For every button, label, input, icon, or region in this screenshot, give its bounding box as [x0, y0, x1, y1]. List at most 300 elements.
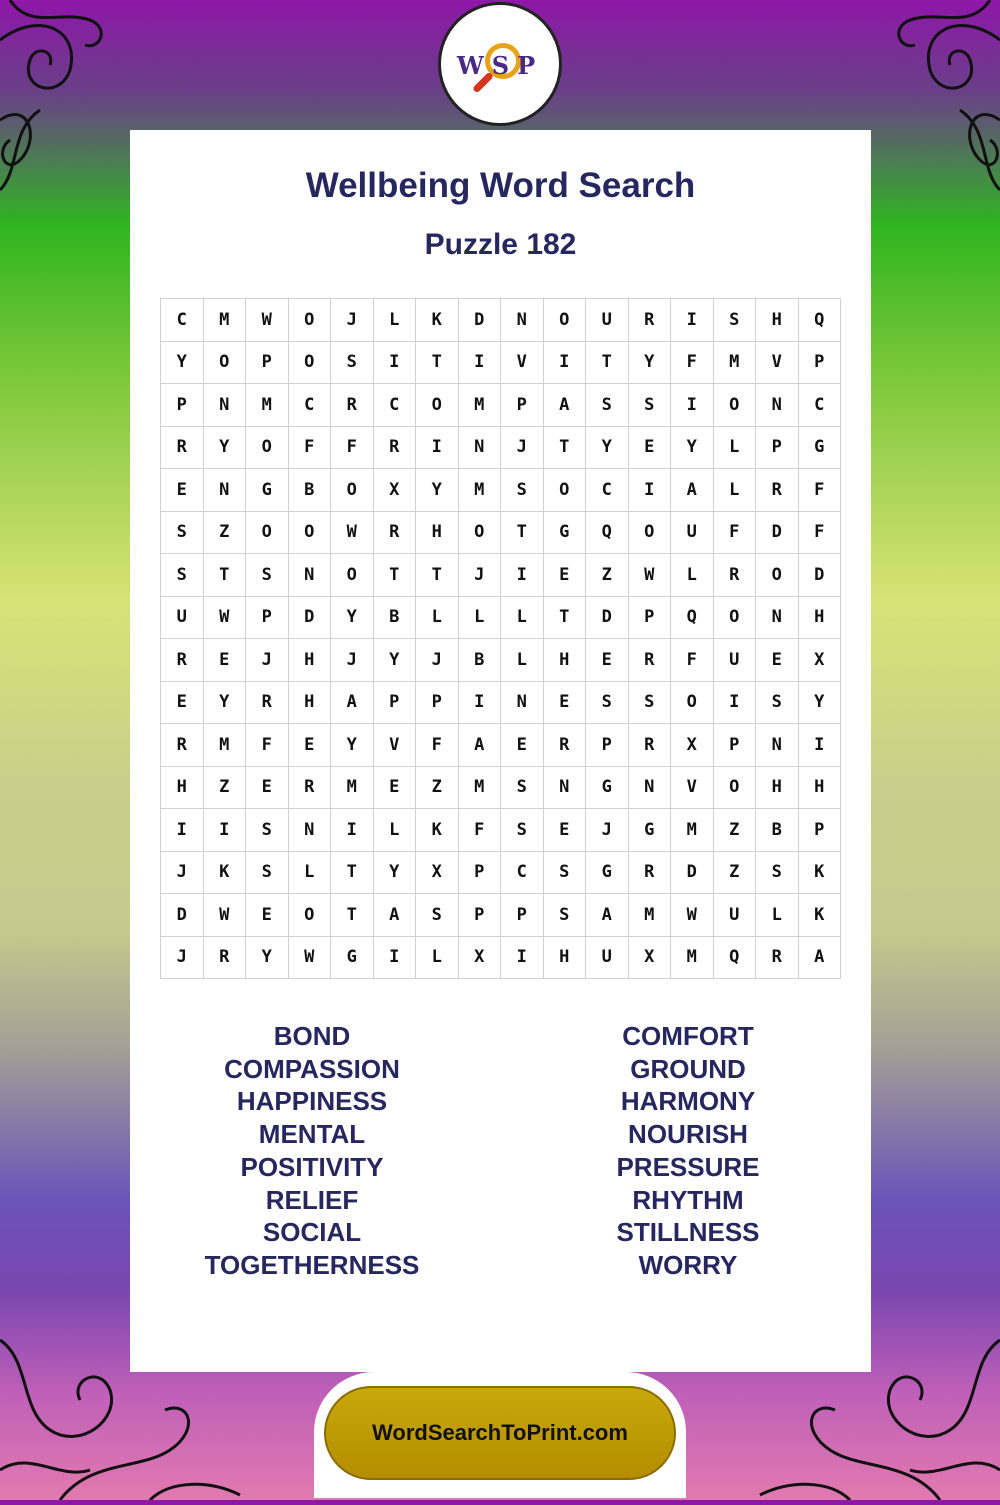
- grid-cell: E: [203, 639, 246, 682]
- grid-cell: E: [161, 681, 204, 724]
- grid-cell: L: [458, 596, 501, 639]
- grid-cell: S: [246, 809, 289, 852]
- grid-cell: O: [713, 766, 756, 809]
- grid-cell: O: [543, 299, 586, 342]
- word-list-left: [162, 1020, 462, 1282]
- grid-cell: G: [798, 426, 841, 469]
- wsp-logo: [438, 2, 562, 126]
- corner-flourish-top-left: [0, 0, 140, 200]
- grid-cell: R: [373, 511, 416, 554]
- grid-cell: D: [458, 299, 501, 342]
- grid-cell: I: [501, 936, 544, 979]
- grid-cell: R: [713, 554, 756, 597]
- grid-cell: I: [798, 724, 841, 767]
- grid-cell: C: [288, 384, 331, 427]
- grid-cell: K: [416, 809, 459, 852]
- grid-cell: L: [416, 936, 459, 979]
- grid-row: [161, 511, 841, 554]
- grid-cell: F: [331, 426, 374, 469]
- grid-cell: E: [586, 639, 629, 682]
- grid-cell: T: [586, 341, 629, 384]
- grid-cell: N: [501, 299, 544, 342]
- grid-cell: L: [416, 596, 459, 639]
- grid-cell: P: [628, 596, 671, 639]
- grid-cell: K: [798, 894, 841, 937]
- word-list-item: HAPPINESS: [236, 1086, 388, 1117]
- grid-cell: M: [713, 341, 756, 384]
- grid-row: [161, 341, 841, 384]
- grid-cell: T: [331, 894, 374, 937]
- grid-cell: A: [458, 724, 501, 767]
- grid-cell: R: [543, 724, 586, 767]
- grid-cell: V: [373, 724, 416, 767]
- grid-cell: A: [331, 681, 374, 724]
- grid-cell: Y: [203, 426, 246, 469]
- grid-cell: Z: [713, 851, 756, 894]
- grid-cell: T: [416, 341, 459, 384]
- grid-cell: X: [628, 936, 671, 979]
- grid-cell: I: [331, 809, 374, 852]
- grid-cell: X: [458, 936, 501, 979]
- grid-cell: T: [416, 554, 459, 597]
- grid-cell: R: [628, 299, 671, 342]
- grid-cell: W: [246, 299, 289, 342]
- grid-cell: O: [458, 511, 501, 554]
- word-list-item: COMPASSION: [224, 1053, 400, 1084]
- puzzle-number: Puzzle 182: [424, 228, 577, 261]
- corner-flourish-top-right: [860, 0, 1000, 200]
- grid-cell: J: [458, 554, 501, 597]
- grid-cell: J: [161, 936, 204, 979]
- grid-cell: U: [586, 936, 629, 979]
- word-list-item: TOGETHERNESS: [204, 1249, 420, 1280]
- grid-cell: R: [373, 426, 416, 469]
- grid-cell: G: [586, 851, 629, 894]
- grid-cell: Z: [586, 554, 629, 597]
- grid-cell: Y: [331, 724, 374, 767]
- grid-cell: M: [671, 936, 714, 979]
- grid-cell: E: [543, 554, 586, 597]
- grid-cell: P: [713, 724, 756, 767]
- grid-cell: A: [586, 894, 629, 937]
- grid-row: [161, 724, 841, 767]
- grid-cell: Q: [713, 936, 756, 979]
- grid-row: [161, 639, 841, 682]
- grid-row: [161, 469, 841, 512]
- grid-cell: P: [501, 384, 544, 427]
- grid-cell: U: [713, 894, 756, 937]
- grid-cell: C: [798, 384, 841, 427]
- grid-cell: H: [756, 299, 799, 342]
- grid-cell: L: [501, 596, 544, 639]
- grid-cell: I: [161, 809, 204, 852]
- grid-cell: G: [628, 809, 671, 852]
- grid-cell: D: [288, 596, 331, 639]
- grid-cell: S: [161, 554, 204, 597]
- grid-cell: P: [458, 894, 501, 937]
- grid-cell: H: [798, 596, 841, 639]
- grid-cell: N: [203, 469, 246, 512]
- grid-cell: S: [543, 851, 586, 894]
- grid-cell: P: [458, 851, 501, 894]
- grid-row: [161, 936, 841, 979]
- grid-cell: Y: [373, 851, 416, 894]
- grid-cell: E: [288, 724, 331, 767]
- grid-cell: Y: [246, 936, 289, 979]
- grid-cell: D: [586, 596, 629, 639]
- grid-cell: H: [543, 936, 586, 979]
- grid-cell: C: [501, 851, 544, 894]
- grid-cell: I: [501, 554, 544, 597]
- grid-cell: J: [161, 851, 204, 894]
- word-list-item: STILLNESS: [616, 1217, 760, 1248]
- grid-cell: W: [203, 596, 246, 639]
- grid-row: [161, 554, 841, 597]
- grid-cell: E: [543, 809, 586, 852]
- grid-cell: N: [203, 384, 246, 427]
- word-list-item: PRESSURE: [616, 1151, 760, 1182]
- grid-cell: T: [203, 554, 246, 597]
- grid-cell: I: [671, 299, 714, 342]
- grid-cell: L: [288, 851, 331, 894]
- grid-cell: P: [798, 341, 841, 384]
- grid-cell: F: [288, 426, 331, 469]
- grid-cell: D: [798, 554, 841, 597]
- grid-cell: A: [798, 936, 841, 979]
- website-link-button[interactable]: WordSearchToPrint.com: [324, 1386, 676, 1480]
- grid-cell: S: [246, 554, 289, 597]
- word-list-item: WORRY: [638, 1249, 738, 1280]
- grid-cell: O: [331, 469, 374, 512]
- grid-row: [161, 894, 841, 937]
- grid-cell: K: [798, 851, 841, 894]
- grid-cell: P: [586, 724, 629, 767]
- grid-cell: S: [331, 341, 374, 384]
- grid-cell: E: [628, 426, 671, 469]
- grid-cell: E: [756, 639, 799, 682]
- grid-cell: T: [501, 511, 544, 554]
- grid-cell: N: [756, 724, 799, 767]
- grid-cell: S: [628, 384, 671, 427]
- grid-cell: S: [713, 299, 756, 342]
- word-list-item: MENTAL: [258, 1119, 366, 1150]
- grid-cell: Y: [628, 341, 671, 384]
- grid-cell: O: [288, 894, 331, 937]
- grid-cell: Y: [203, 681, 246, 724]
- grid-cell: R: [203, 936, 246, 979]
- grid-cell: R: [288, 766, 331, 809]
- grid-cell: D: [756, 511, 799, 554]
- grid-cell: N: [628, 766, 671, 809]
- grid-cell: Q: [798, 299, 841, 342]
- grid-row: [161, 681, 841, 724]
- grid-cell: R: [246, 681, 289, 724]
- grid-cell: X: [373, 469, 416, 512]
- grid-cell: T: [331, 851, 374, 894]
- page-title: Wellbeing Word Search: [305, 166, 696, 205]
- grid-cell: S: [416, 894, 459, 937]
- grid-cell: P: [373, 681, 416, 724]
- grid-cell: A: [671, 469, 714, 512]
- grid-row: [161, 384, 841, 427]
- grid-cell: F: [671, 341, 714, 384]
- grid-cell: B: [458, 639, 501, 682]
- grid-cell: X: [671, 724, 714, 767]
- grid-cell: A: [543, 384, 586, 427]
- grid-cell: T: [543, 426, 586, 469]
- grid-cell: F: [458, 809, 501, 852]
- grid-cell: O: [671, 681, 714, 724]
- grid-cell: F: [416, 724, 459, 767]
- grid-cell: L: [713, 426, 756, 469]
- grid-cell: N: [288, 554, 331, 597]
- grid-cell: H: [756, 766, 799, 809]
- grid-cell: O: [628, 511, 671, 554]
- grid-cell: N: [756, 596, 799, 639]
- grid-cell: L: [501, 639, 544, 682]
- grid-cell: R: [756, 469, 799, 512]
- grid-cell: J: [416, 639, 459, 682]
- grid-cell: O: [288, 299, 331, 342]
- grid-cell: W: [331, 511, 374, 554]
- grid-cell: R: [628, 639, 671, 682]
- grid-cell: R: [331, 384, 374, 427]
- grid-cell: I: [671, 384, 714, 427]
- grid-cell: C: [161, 299, 204, 342]
- grid-row: [161, 426, 841, 469]
- grid-cell: N: [288, 809, 331, 852]
- grid-cell: S: [628, 681, 671, 724]
- grid-cell: B: [756, 809, 799, 852]
- grid-cell: P: [161, 384, 204, 427]
- grid-cell: C: [586, 469, 629, 512]
- grid-cell: M: [331, 766, 374, 809]
- grid-cell: R: [161, 724, 204, 767]
- grid-cell: K: [416, 299, 459, 342]
- grid-cell: P: [246, 596, 289, 639]
- grid-cell: U: [161, 596, 204, 639]
- word-list-item: SOCIAL: [262, 1217, 362, 1248]
- grid-cell: Y: [671, 426, 714, 469]
- grid-cell: Q: [586, 511, 629, 554]
- grid-cell: X: [798, 639, 841, 682]
- grid-cell: L: [373, 299, 416, 342]
- grid-cell: I: [373, 341, 416, 384]
- grid-cell: I: [543, 341, 586, 384]
- word-list-item: RELIEF: [265, 1184, 359, 1215]
- grid-cell: S: [756, 681, 799, 724]
- grid-cell: O: [416, 384, 459, 427]
- grid-cell: N: [756, 384, 799, 427]
- grid-cell: T: [373, 554, 416, 597]
- grid-cell: I: [458, 681, 501, 724]
- grid-cell: S: [586, 384, 629, 427]
- grid-cell: J: [246, 639, 289, 682]
- grid-cell: B: [288, 469, 331, 512]
- grid-cell: Q: [671, 596, 714, 639]
- grid-cell: C: [373, 384, 416, 427]
- grid-cell: Z: [416, 766, 459, 809]
- grid-cell: W: [288, 936, 331, 979]
- grid-cell: S: [501, 809, 544, 852]
- grid-cell: P: [756, 426, 799, 469]
- grid-cell: N: [543, 766, 586, 809]
- grid-cell: S: [756, 851, 799, 894]
- footer: [314, 1372, 686, 1498]
- word-list-right: [538, 1020, 838, 1282]
- word-list-item: RHYTHM: [632, 1184, 744, 1215]
- grid-cell: I: [416, 426, 459, 469]
- grid-cell: S: [501, 766, 544, 809]
- grid-cell: L: [373, 809, 416, 852]
- grid-cell: Y: [416, 469, 459, 512]
- grid-cell: F: [798, 511, 841, 554]
- grid-cell: P: [416, 681, 459, 724]
- grid-cell: M: [458, 469, 501, 512]
- grid-cell: M: [458, 384, 501, 427]
- grid-cell: S: [246, 851, 289, 894]
- grid-cell: H: [288, 639, 331, 682]
- grid-cell: Y: [161, 341, 204, 384]
- grid-cell: O: [713, 596, 756, 639]
- grid-cell: U: [713, 639, 756, 682]
- grid-cell: O: [288, 341, 331, 384]
- grid-cell: H: [543, 639, 586, 682]
- grid-cell: J: [331, 639, 374, 682]
- grid-cell: E: [246, 766, 289, 809]
- grid-cell: S: [586, 681, 629, 724]
- grid-cell: K: [203, 851, 246, 894]
- grid-cell: I: [628, 469, 671, 512]
- grid-cell: J: [501, 426, 544, 469]
- grid-cell: I: [373, 936, 416, 979]
- grid-cell: O: [331, 554, 374, 597]
- grid-cell: H: [416, 511, 459, 554]
- word-list-item: COMFORT: [622, 1021, 754, 1051]
- word-list-item: GROUND: [630, 1053, 746, 1084]
- grid-cell: E: [501, 724, 544, 767]
- grid-cell: O: [543, 469, 586, 512]
- grid-cell: V: [756, 341, 799, 384]
- grid-cell: M: [671, 809, 714, 852]
- grid-cell: D: [671, 851, 714, 894]
- grid-cell: V: [501, 341, 544, 384]
- puzzle-sheet: [130, 130, 871, 1372]
- grid-cell: U: [586, 299, 629, 342]
- grid-cell: R: [628, 851, 671, 894]
- grid-cell: Z: [203, 766, 246, 809]
- word-list-item: HARMONY: [620, 1086, 756, 1117]
- grid-cell: R: [756, 936, 799, 979]
- grid-cell: M: [458, 766, 501, 809]
- grid-cell: J: [331, 299, 374, 342]
- grid-cell: Y: [798, 681, 841, 724]
- grid-cell: G: [543, 511, 586, 554]
- grid-cell: L: [671, 554, 714, 597]
- grid-row: [161, 851, 841, 894]
- grid-cell: B: [373, 596, 416, 639]
- grid-cell: N: [501, 681, 544, 724]
- grid-cell: I: [203, 809, 246, 852]
- grid-cell: H: [161, 766, 204, 809]
- grid-cell: F: [246, 724, 289, 767]
- grid-cell: Y: [586, 426, 629, 469]
- grid-cell: O: [246, 426, 289, 469]
- grid-row: [161, 766, 841, 809]
- grid-cell: P: [501, 894, 544, 937]
- grid-cell: R: [161, 426, 204, 469]
- grid-cell: Y: [331, 596, 374, 639]
- grid-cell: S: [161, 511, 204, 554]
- grid-cell: N: [458, 426, 501, 469]
- grid-cell: Z: [203, 511, 246, 554]
- grid-cell: S: [501, 469, 544, 512]
- grid-cell: L: [756, 894, 799, 937]
- grid-cell: O: [288, 511, 331, 554]
- grid-cell: H: [798, 766, 841, 809]
- grid-cell: O: [713, 384, 756, 427]
- grid-cell: M: [203, 299, 246, 342]
- grid-cell: Y: [373, 639, 416, 682]
- grid-row: [161, 299, 841, 342]
- grid-cell: W: [671, 894, 714, 937]
- word-list-item: POSITIVITY: [240, 1151, 384, 1182]
- grid-cell: G: [586, 766, 629, 809]
- grid-cell: S: [543, 894, 586, 937]
- grid-cell: F: [713, 511, 756, 554]
- grid-cell: F: [671, 639, 714, 682]
- grid-cell: Z: [713, 809, 756, 852]
- grid-cell: M: [628, 894, 671, 937]
- letter-grid: [160, 298, 841, 979]
- grid-cell: H: [288, 681, 331, 724]
- grid-cell: O: [756, 554, 799, 597]
- word-list-item: BOND: [273, 1021, 351, 1051]
- grid-cell: X: [416, 851, 459, 894]
- grid-cell: P: [246, 341, 289, 384]
- grid-cell: V: [671, 766, 714, 809]
- word-list-item: NOURISH: [628, 1119, 748, 1150]
- grid-cell: T: [543, 596, 586, 639]
- grid-cell: E: [246, 894, 289, 937]
- grid-cell: W: [203, 894, 246, 937]
- grid-cell: A: [373, 894, 416, 937]
- grid-cell: U: [671, 511, 714, 554]
- grid-cell: G: [331, 936, 374, 979]
- grid-cell: M: [246, 384, 289, 427]
- grid-cell: D: [161, 894, 204, 937]
- grid-cell: O: [246, 511, 289, 554]
- grid-cell: O: [203, 341, 246, 384]
- grid-row: [161, 809, 841, 852]
- grid-cell: W: [628, 554, 671, 597]
- grid-cell: E: [543, 681, 586, 724]
- grid-cell: I: [458, 341, 501, 384]
- grid-cell: R: [628, 724, 671, 767]
- grid-cell: E: [373, 766, 416, 809]
- grid-cell: L: [713, 469, 756, 512]
- grid-cell: P: [798, 809, 841, 852]
- grid-cell: E: [161, 469, 204, 512]
- grid-cell: R: [161, 639, 204, 682]
- grid-cell: J: [586, 809, 629, 852]
- grid-cell: I: [713, 681, 756, 724]
- logo-letters: WSP: [456, 51, 544, 80]
- grid-cell: F: [798, 469, 841, 512]
- grid-cell: G: [246, 469, 289, 512]
- grid-cell: M: [203, 724, 246, 767]
- grid-row: [161, 596, 841, 639]
